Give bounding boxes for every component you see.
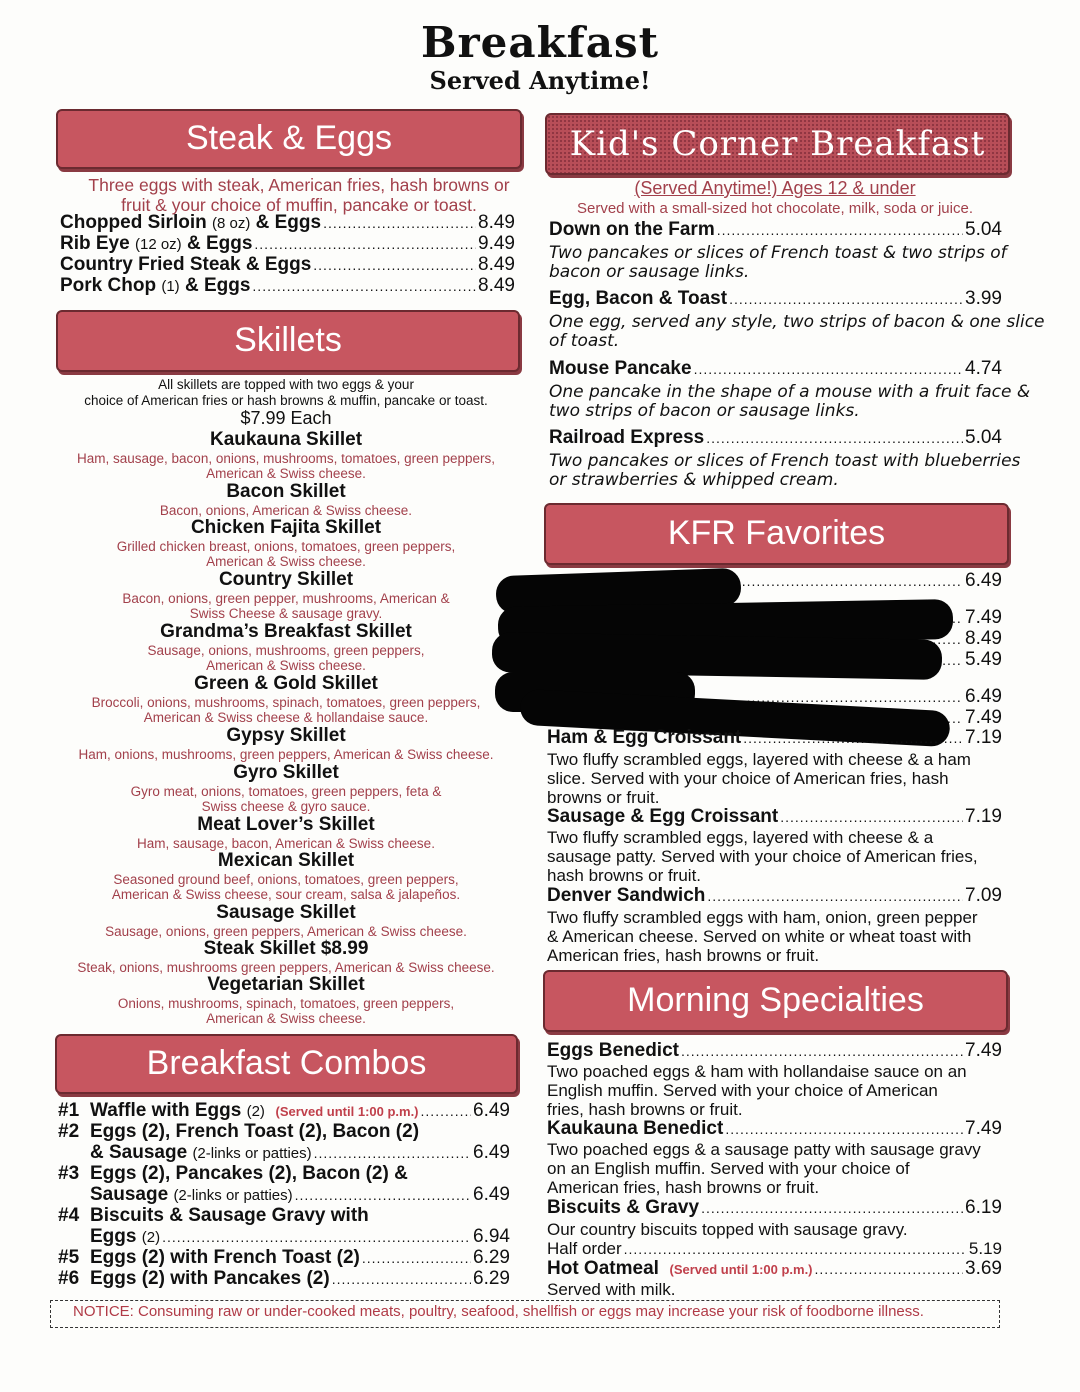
- combo-item: #3 Eggs (2), Pancakes (2), Bacon (2) &: [58, 1163, 408, 1184]
- price: 3.69: [965, 1258, 1002, 1279]
- combo-item-cont: Sausage (2-links or patties) ..... 6.49: [90, 1184, 510, 1206]
- price: 7.19: [965, 727, 1002, 748]
- menu-item: Biscuits & Gravy ..... 6.19: [547, 1197, 1002, 1219]
- item-description: Two pancakes or slices of French toast with blueberries or strawberries & whipped cream.: [549, 451, 1021, 490]
- price: 8.49: [478, 275, 515, 296]
- price: 6.19: [965, 1197, 1002, 1218]
- list-item: Chicken Fajita Skillet Grilled chicken breast, onions, tomatoes, green peppers, American & Swiss cheese.: [116, 517, 456, 569]
- price: 5.04: [965, 219, 1002, 240]
- combo-item: #1 Waffle with Eggs (2) (Served until 1:00 p.m.) ..... 6.49: [58, 1100, 510, 1122]
- morning-specialties-banner: Morning Specialties: [543, 970, 1008, 1032]
- menu-item: Denver Sandwich ..... 7.09: [547, 885, 1002, 907]
- price: 7.49: [965, 607, 1002, 628]
- price: 4.74: [965, 358, 1002, 379]
- price: 6.94: [473, 1226, 510, 1247]
- price: 8.49: [478, 254, 515, 275]
- list-item: Meat Lover’s Skillet Ham, sausage, bacon, American & Swiss cheese.: [137, 814, 435, 851]
- list-item: Steak Skillet $8.99 Steak, onions, mushrooms green peppers, American & Swiss cheese.: [77, 938, 495, 975]
- menu-item: Half order ..... 5.19: [547, 1239, 1002, 1259]
- item-description: Two fluffy scrambled eggs, layered with cheese & a ham slice. Served with your choice of American fries, hash browns or fruit.: [547, 750, 971, 807]
- steak-eggs-banner: Steak & Eggs: [56, 109, 522, 169]
- skillets-intro: All skillets are topped with two eggs & your choice of American fries or hash browns & muffin, pancake or toast.: [84, 377, 488, 408]
- list-item: Vegetarian Skillet Onions, mushrooms, spinach, tomatoes, green peppers, American & Swiss cheese.: [117, 974, 455, 1026]
- combo-item: #6 Eggs (2) with Pancakes (2) ..... 6.29: [58, 1268, 510, 1290]
- combo-item: #4 Biscuits & Sausage Gravy with: [58, 1205, 369, 1226]
- list-item: Country Skillet Bacon, onions, green pepper, mushrooms, American & Swiss Cheese & sausage gravy.: [122, 569, 450, 621]
- price: 7.19: [965, 806, 1002, 827]
- price: 9.49: [478, 233, 515, 254]
- menu-item: Chopped Sirloin (8 oz) & Eggs ..... 8.49: [60, 212, 515, 234]
- menu-item: Country Fried Steak & Eggs ..... 8.49: [60, 254, 515, 276]
- menu-item: Eggs Benedict ..... 7.49: [547, 1040, 1002, 1062]
- menu-item: Down on the Farm ..... 5.04: [549, 219, 1002, 241]
- combo-item-cont: Eggs (2) ..... 6.94: [90, 1226, 510, 1248]
- price: 5.04: [965, 427, 1002, 448]
- menu-item: Rib Eye (12 oz) & Eggs ..... 9.49: [60, 233, 515, 255]
- price: 8.49: [478, 212, 515, 233]
- list-item: Grandma’s Breakfast Skillet Sausage, onions, mushrooms, green peppers, American & Swiss cheese.: [147, 621, 425, 673]
- item-description: Our country biscuits topped with sausage gravy.: [547, 1220, 908, 1239]
- steak-eggs-description: Three eggs with steak, American fries, hash browns or fruit & your choice of muffin, pancake or toast.: [88, 175, 510, 215]
- item-description: Two fluffy scrambled eggs, layered with cheese & a sausage patty. Served with your choice of American fries, hash browns or fruit.: [547, 828, 978, 885]
- combo-item: #2 Eggs (2), French Toast (2), Bacon (2): [58, 1121, 420, 1142]
- menu-item: Railroad Express ..... 5.04: [549, 427, 1002, 449]
- menu-item: Sausage & Egg Croissant ..... 7.19: [547, 806, 1002, 828]
- list-item: Bacon Skillet Bacon, onions, American & Swiss cheese.: [159, 481, 413, 518]
- menu-item: Mouse Pancake ..... 4.74: [549, 358, 1002, 380]
- page-subtitle: Served Anytime!: [429, 66, 651, 95]
- page-title: Breakfast: [421, 18, 659, 67]
- kids-note: Served with a small-sized hot chocolate, milk, soda or juice.: [576, 200, 973, 217]
- item-description: Two poached eggs & a sausage patty with sausage gravy on an English muffin. Served with your choice of American fries, hash browns or fruit.: [547, 1140, 981, 1197]
- item-description: One egg, served any style, two strips of bacon & one slice of toast.: [549, 312, 1045, 351]
- food-safety-notice: NOTICE: Consuming raw or under-cooked meats, poultry, seafood, shellfish or eggs may increase your risk of foodborne illness.: [50, 1300, 1000, 1328]
- item-description: Served with milk.: [547, 1280, 676, 1299]
- combo-item: #5 Eggs (2) with French Toast (2) ..... 6.29: [58, 1247, 510, 1269]
- price: 7.49: [965, 1118, 1002, 1139]
- price: 6.49: [473, 1100, 510, 1121]
- kids-subtitle: (Served Anytime!) Ages 12 & under: [634, 178, 916, 198]
- breakfast-combos-banner: Breakfast Combos: [55, 1034, 518, 1094]
- menu-item: Pork Chop (1) & Eggs ..... 8.49: [60, 275, 515, 297]
- price: 5.19: [968, 1239, 1002, 1258]
- item-description: Two poached eggs & ham with hollandaise sauce on an English muffin. Served with your choice of American fries, hash browns or fruit.: [547, 1062, 967, 1119]
- list-item: Mexican Skillet Seasoned ground beef, onions, tomatoes, green peppers, American & Swiss cheese, sour cream, salsa & jalapeños.: [111, 850, 461, 902]
- item-description: Two pancakes or slices of French toast & two strips of bacon or sausage links.: [549, 243, 1007, 282]
- price: 8.49: [965, 628, 1002, 649]
- kfr-favorites-banner: KFR Favorites: [544, 503, 1009, 565]
- menu-item: Hot Oatmeal (Served until 1:00 p.m.) ..... 3.69: [547, 1258, 1002, 1280]
- item-description: Two fluffy scrambled eggs with ham, onion, green pepper & American cheese. Served on white or wheat toast with American fries, hash browns or fruit.: [547, 908, 978, 965]
- menu-item: Kaukauna Benedict ..... 7.49: [547, 1118, 1002, 1140]
- menu-item: Egg, Bacon & Toast ..... 3.99: [549, 288, 1002, 310]
- list-item: Gypsy Skillet Ham, onions, mushrooms, green peppers, American & Swiss cheese.: [78, 725, 494, 762]
- skillets-banner: Skillets: [56, 310, 520, 372]
- price: 7.49: [965, 707, 1002, 728]
- price: 3.99: [965, 288, 1002, 309]
- list-item: Green & Gold Skillet Broccoli, onions, mushrooms, spinach, tomatoes, green peppers, American & Swiss cheese & hollandaise sauce.: [91, 673, 481, 725]
- price: 6.29: [473, 1268, 510, 1289]
- kids-corner-banner: Kid's Corner Breakfast: [545, 113, 1010, 175]
- price: 6.49: [473, 1142, 510, 1163]
- price: 7.09: [965, 885, 1002, 906]
- price: 5.49: [965, 649, 1002, 670]
- price: 7.49: [965, 1040, 1002, 1061]
- menu-item: Ham & Egg Croissant ..... 7.19: [547, 727, 1002, 749]
- list-item: Kaukauna Skillet Ham, sausage, bacon, onions, mushrooms, tomatoes, green peppers, American & Swiss cheese.: [77, 429, 495, 481]
- price: 6.49: [965, 686, 1002, 707]
- price: 6.49: [965, 570, 1002, 591]
- price: 6.29: [473, 1247, 510, 1268]
- list-item: Sausage Skillet Sausage, onions, green peppers, American & Swiss cheese.: [105, 902, 467, 939]
- skillets-price: $7.99 Each: [240, 408, 332, 428]
- item-description: One pancake in the shape of a mouse with a fruit face & two strips of bacon or sausage links.: [549, 382, 1031, 421]
- list-item: Gyro Skillet Gyro meat, onions, tomatoes, green peppers, feta & Swiss cheese & gyro sauce.: [130, 762, 442, 814]
- combo-item-cont: & Sausage (2-links or patties) ..... 6.49: [90, 1142, 510, 1164]
- price: 6.49: [473, 1184, 510, 1205]
